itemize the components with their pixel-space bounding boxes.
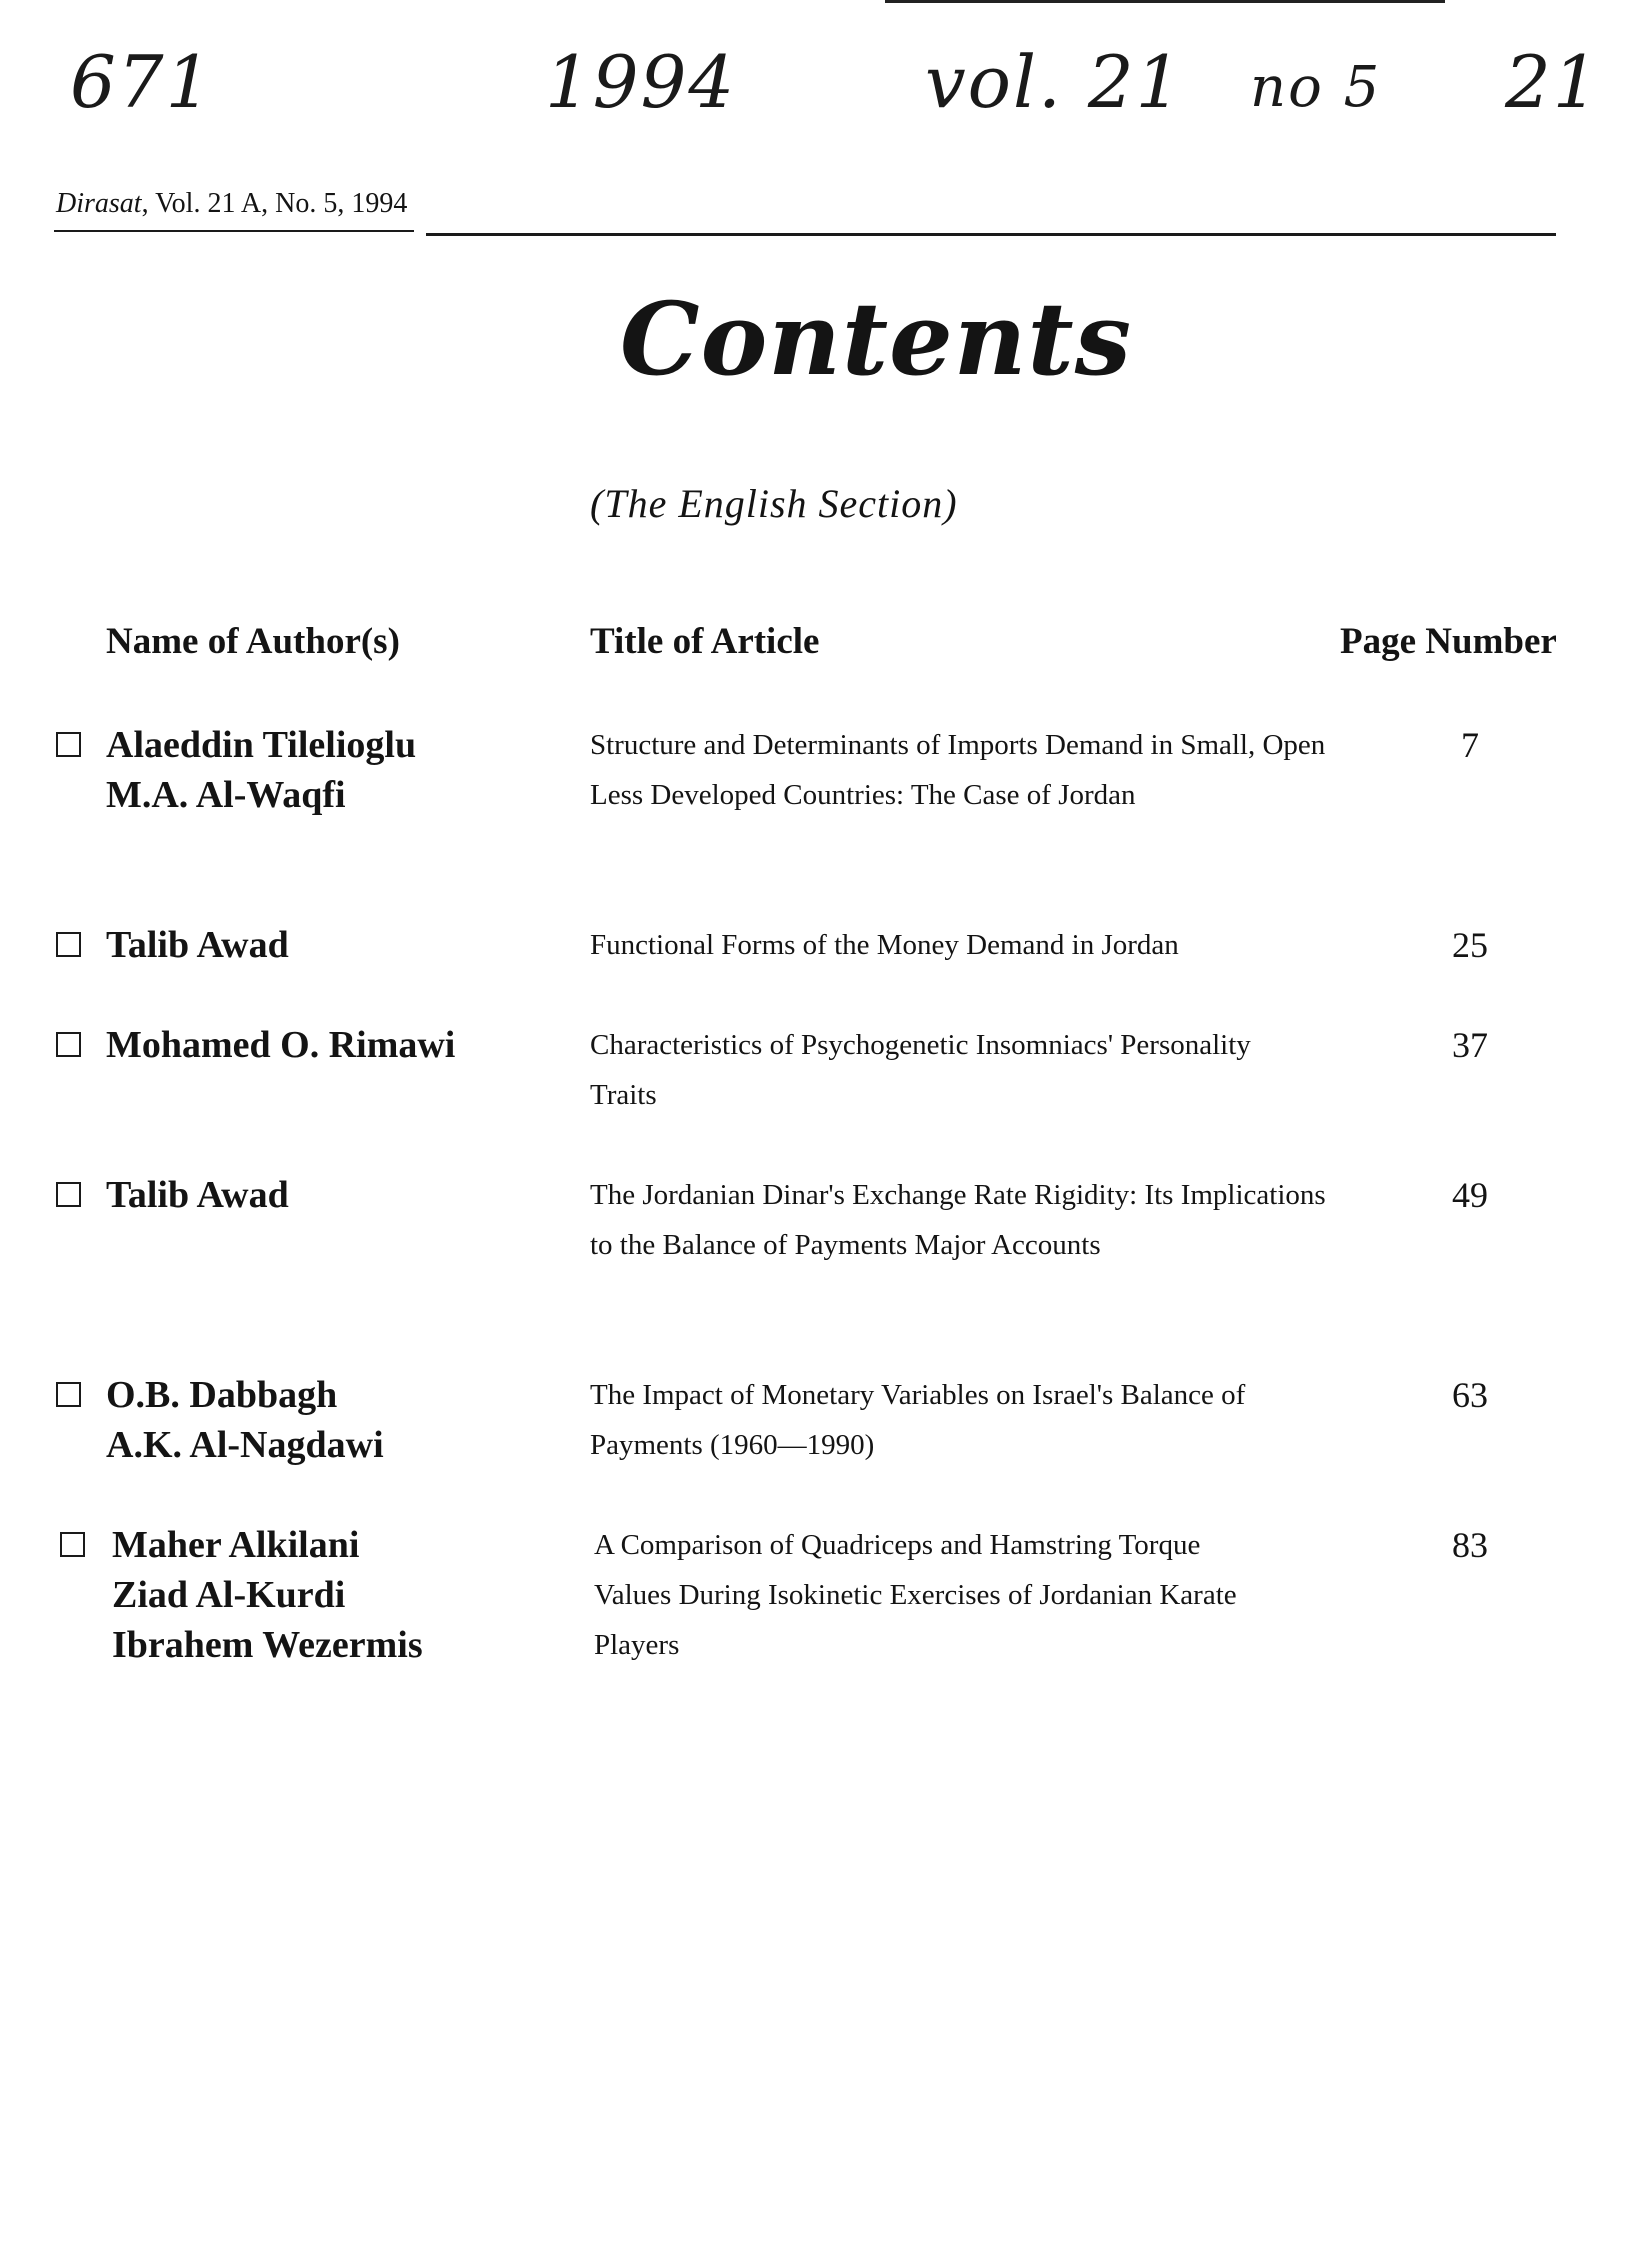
page-number: 25 (1452, 925, 1488, 965)
handwritten-issue: no 5 (1250, 55, 1382, 120)
section-subtitle: (The English Section) (590, 481, 958, 526)
page-number: 37 (1452, 1025, 1488, 1065)
page-number: 83 (1452, 1525, 1488, 1565)
article-title: Characteristics of Psychogenetic Insomniacs' Personality Traits (590, 1029, 1251, 1111)
article-title: Functional Forms of the Money Demand in Jordan (590, 929, 1179, 961)
article-title: A Comparison of Quadriceps and Hamstring Torque Values During Isokinetic Exercises of Jordanian Karate Players (594, 1529, 1237, 1661)
handwritten-mark: 21 (1505, 40, 1601, 124)
article-title: The Impact of Monetary Variables on Israel's Balance of Payments (1960—1990) (590, 1379, 1246, 1461)
article-title: Structure and Determinants of Imports Demand in Small, Open Less Developed Countries: The Case of Jordan (590, 729, 1326, 811)
entry-bullet-box (56, 1382, 81, 1407)
journal-name: Dirasat (56, 188, 142, 219)
handwritten-volume: vol. 21 (925, 40, 1184, 124)
author-name: M.A. Al-Waqfi (106, 774, 346, 816)
entry-bullet-box (56, 732, 81, 757)
entry-bullet-box (56, 932, 81, 957)
page-title: Contents (620, 280, 1133, 398)
author-name: O.B. Dabbagh (106, 1374, 338, 1416)
top-edge-rule (885, 0, 1445, 3)
column-header-page: Page Number (1340, 621, 1557, 662)
author-name: Talib Awad (106, 1174, 289, 1216)
running-header (56, 188, 407, 220)
issue-details: , Vol. 21 A, No. 5, 1994 (141, 188, 408, 219)
article-title: The Jordanian Dinar's Exchange Rate Rigidity: Its Implications to the Balance of Payments Major Accounts (590, 1179, 1326, 1261)
author-name: Ibrahem Wezermis (112, 1624, 423, 1666)
author-name: Alaeddin Tilelioglu (106, 724, 417, 766)
entry-authors (106, 1370, 384, 1470)
entry-authors (106, 1170, 289, 1220)
author-name: Mohamed O. Rimawi (106, 1024, 456, 1066)
entry-authors (112, 1520, 423, 1670)
entry-authors (106, 920, 289, 970)
handwritten-year: 1994 (545, 40, 737, 124)
page-number: 49 (1452, 1175, 1488, 1215)
entry-authors (106, 720, 416, 820)
entry-authors (106, 1020, 455, 1070)
handwritten-catalog-number: 671 (70, 40, 214, 124)
author-name: Talib Awad (106, 924, 289, 966)
header-rule-left (54, 230, 414, 232)
author-name: A.K. Al-Nagdawi (106, 1424, 384, 1466)
author-name: Ziad Al-Kurdi (112, 1574, 346, 1616)
entry-bullet-box (60, 1532, 85, 1557)
page-number: 63 (1452, 1375, 1488, 1415)
header-rule-right (426, 233, 1556, 236)
author-name: Maher Alkilani (112, 1524, 360, 1566)
entry-bullet-box (56, 1182, 81, 1207)
column-header-author: Name of Author(s) (106, 621, 400, 662)
page-number: 7 (1461, 725, 1479, 765)
entry-bullet-box (56, 1032, 81, 1057)
column-header-title: Title of Article (590, 621, 820, 662)
